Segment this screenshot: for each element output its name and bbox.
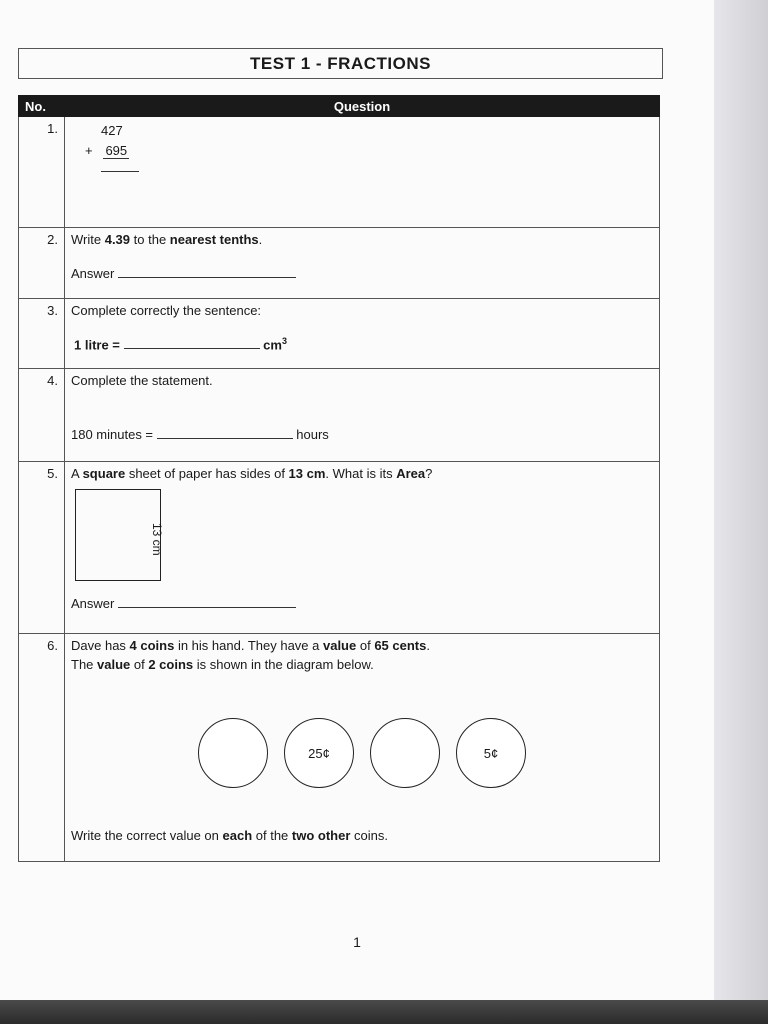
- answer-line[interactable]: [118, 595, 296, 608]
- addend-top: 427: [101, 123, 123, 138]
- text: Dave has: [71, 638, 130, 653]
- text: coins.: [350, 828, 388, 843]
- question-5-text: [71, 466, 653, 481]
- text: to the: [130, 232, 170, 247]
- question-number: 1.: [19, 117, 65, 228]
- text: of: [130, 657, 149, 672]
- answer-label: Answer: [71, 596, 115, 611]
- question-row-4: [19, 369, 660, 462]
- text: 4.39: [104, 232, 131, 247]
- question-number: 3.: [19, 299, 65, 369]
- coin-blank[interactable]: [198, 718, 268, 788]
- coin-25-cents: 25¢: [284, 718, 354, 788]
- fill-in-row: [74, 336, 653, 352]
- question-5-body: [65, 462, 660, 634]
- coin-blank[interactable]: [370, 718, 440, 788]
- answer-row: [71, 265, 653, 281]
- header-question: Question: [65, 96, 660, 117]
- question-row-1: [19, 117, 660, 228]
- addition-problem: [85, 121, 653, 172]
- answer-row: [71, 595, 653, 611]
- scanner-edge: [0, 1000, 768, 1024]
- header-no: No.: [19, 96, 65, 117]
- text: 65 cents: [374, 638, 427, 653]
- text: ?: [425, 466, 433, 481]
- text: each: [222, 828, 253, 843]
- answer-line[interactable]: [118, 265, 296, 278]
- text: of: [356, 638, 375, 653]
- text: Write: [71, 232, 105, 247]
- text: value: [97, 657, 131, 672]
- test-title: TEST 1 - FRACTIONS: [18, 48, 663, 79]
- unit-label: hours: [296, 427, 329, 442]
- question-row-5: [19, 462, 660, 634]
- question-4-text: Complete the statement.: [71, 373, 213, 388]
- question-6-body: [65, 634, 660, 862]
- question-2-text: [71, 232, 653, 247]
- text: is shown in the diagram below.: [193, 657, 374, 672]
- page-edge: [714, 0, 768, 1000]
- question-4-body: [65, 369, 660, 462]
- questions-table: [18, 95, 660, 862]
- text: 2 coins: [148, 657, 194, 672]
- question-number: 5.: [19, 462, 65, 634]
- square-diagram: [71, 481, 653, 581]
- unit-exponent: 3: [281, 336, 287, 346]
- addend-bottom-row: [85, 141, 653, 161]
- text: 13 cm: [288, 466, 326, 481]
- answer-label: Answer: [71, 266, 115, 281]
- question-number: 2.: [19, 228, 65, 299]
- text: Write the correct value on: [71, 828, 223, 843]
- page-number: 1: [353, 934, 361, 950]
- litre-label: 1 litre =: [74, 337, 120, 353]
- question-3-text: Complete correctly the sentence:: [71, 303, 262, 318]
- text: 4 coins: [129, 638, 175, 653]
- text: . What is its: [325, 466, 397, 481]
- text: .: [426, 638, 430, 653]
- text: two other: [291, 828, 351, 843]
- square-shape: [75, 489, 161, 581]
- question-number: 4.: [19, 369, 65, 462]
- addend-bottom: 695: [105, 143, 128, 158]
- text: sheet of paper has sides of: [125, 466, 289, 481]
- text: Area: [396, 466, 426, 481]
- answer-line[interactable]: [157, 426, 293, 439]
- minutes-label: 180 minutes =: [71, 427, 154, 442]
- text: of the: [252, 828, 292, 843]
- text: in his hand. They have a: [174, 638, 323, 653]
- coin-5-cents: 5¢: [456, 718, 526, 788]
- coin-diagram: [71, 718, 653, 788]
- question-row-3: [19, 299, 660, 369]
- question-6-line-2: [71, 657, 653, 672]
- table-header-row: [19, 96, 660, 117]
- text: value: [322, 638, 357, 653]
- question-6-line-1: [71, 638, 653, 653]
- side-length-label: 13 cm: [150, 523, 164, 556]
- question-6-line-3: [71, 828, 653, 843]
- question-number: 6.: [19, 634, 65, 862]
- plus-sign: +: [85, 143, 93, 158]
- question-row-6: [19, 634, 660, 862]
- question-3-body: [65, 299, 660, 369]
- question-1-body: [65, 117, 660, 228]
- answer-line[interactable]: [124, 336, 260, 349]
- fill-in-row: [71, 426, 653, 442]
- question-2-body: [65, 228, 660, 299]
- answer-line[interactable]: [101, 171, 139, 172]
- text: nearest tenths: [169, 232, 259, 247]
- text: The: [71, 657, 98, 672]
- text: A: [71, 466, 83, 481]
- text: .: [258, 232, 263, 247]
- question-row-2: [19, 228, 660, 299]
- unit-label: cm: [263, 337, 282, 353]
- text: square: [82, 466, 126, 481]
